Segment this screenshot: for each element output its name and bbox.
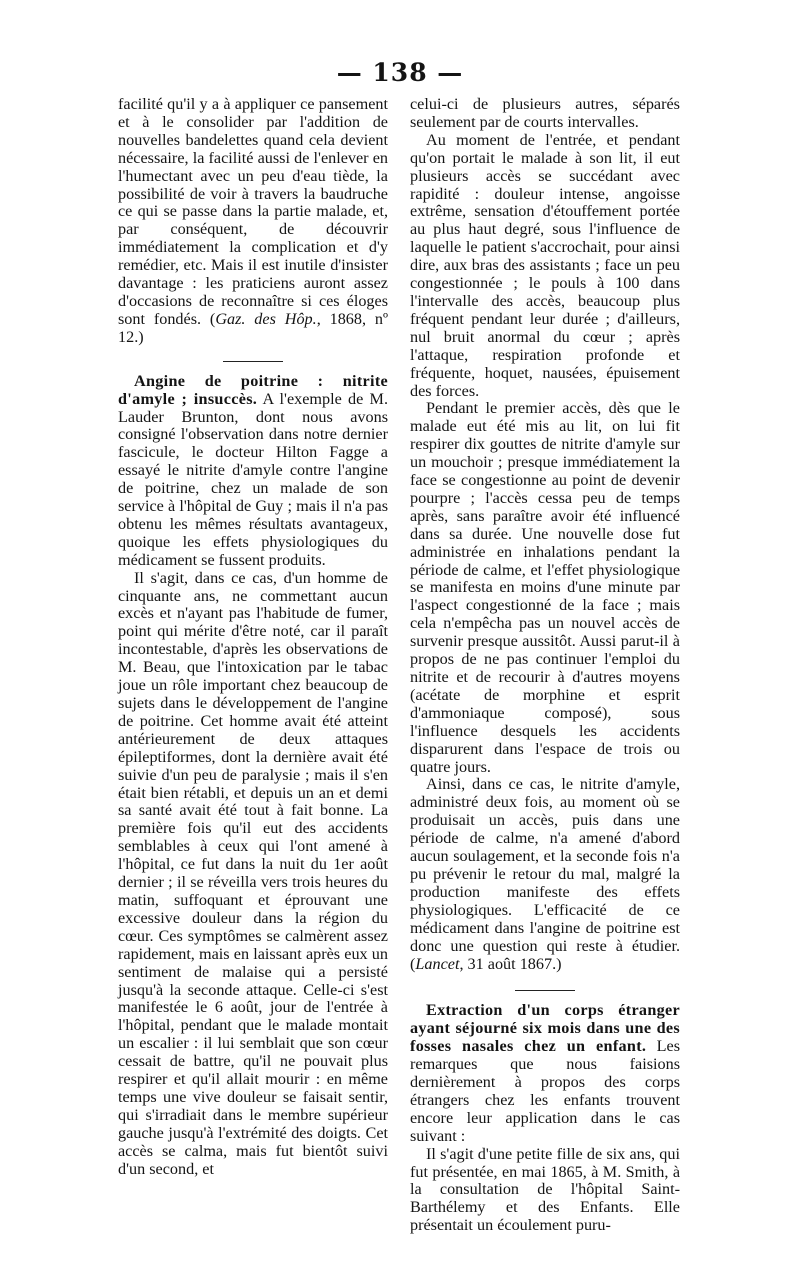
article-paragraph [410,776,680,973]
article-paragraph: Il s'agit, dans ce cas, d'un homme de cinquante ans, ne commettant aucun excès et n'ayant pas l'habitude de fumer, point qui mérite d'être noté, car il paraît incontestable, d'après les observations de M. Beau, que l'intoxication par le tabac joue un rôle important chez beaucoup de sujets dans le développement de l'angine de poitrine. Cet homme avait été atteint antérieurement de deux attaques épileptiformes, dont la dernière avait été suivie d'un peu de paralysie ; mais il s'en était bien rétabli, et depuis un an et demi sa santé avait été tout à fait bonne. La première fois qu'il eut des accidents semblables à ceux qui l'ont amené à l'hôpital, ce fut dans la nuit du 1er août dernier ; il se réveilla vers trois heures du matin, suffoquant et éprouvant une excessive douleur dans la région du cœur. Ces symptômes se calmèrent assez rapidement, mais en laissant après eux un sentiment de malaise qui a persisté jusqu'à la seconde attaque. Celle-ci s'est manifestée le 6 août, jour de l'entrée à l'hôpital, pendant que le malade montait un escalier : il lui semblait que son cœur cessait de battre, qu'il ne pouvait plus respirer et qu'il allait mourir : en même temps une vive douleur se faisait sentir, qui s'irradiait dans le membre supérieur gauche jusqu'à l'extrémité des doigts. Cet accès se calma, mais fut bientôt suivi d'un second, et [118,568,388,1178]
citation-tail: , 31 août 1867.) [459,954,562,973]
section-divider [515,990,575,991]
article-paragraph [410,1002,680,1145]
article-title: Extraction d'un corps étranger ayant séjourné six mois dans une des fosses nasales chez un enfant. [410,1001,680,1056]
section-divider [223,361,283,362]
paragraph-text: A l'exemple de M. Lauder Brunton, dont nous avons consigné l'observation dans notre dernier fascicule, le docteur Hilton Fagge a essayé le nitrite d'amyle contre l'angine de poitrine, chez un malade de son service à l'hôpital de Guy ; mais il n'a pas obtenu les mêmes résultats avantageux, quoique les effets physiologiques du médicament se fussent produits. [118,389,388,569]
continued-paragraph: celui-ci de plusieurs autres, séparés seulement par de courts intervalles. [410,95,680,131]
page-number-header: — 138 — [336,58,464,87]
paragraph-text: Ainsi, dans ce cas, le nitrite d'amyle, administré deux fois, au moment où se produisait un accès, puis dans une période de calme, n'a amené d'abord aucun soulagement, et la seconde fois n'a pu prévenir le retour du mal, malgré la production manifeste des effets physiologiques. L'efficacité de ce médicament dans l'angine de poitrine est donc une question qui reste à étudier. ( [410,775,680,973]
article-paragraph: Il s'agit d'une petite fille de six ans, qui fut présentée, en mai 1865, à M. Smith, à la consultation de l'hôpital Saint-Barthélemy et des Enfants. Elle présentait un écoulement puru- [410,1144,680,1235]
left-column [118,96,388,1178]
paragraph-text: Les remarques que nous faisions dernièrement à propos des corps étrangers chez les enfants trouvent encore leur application dans le cas suivant : [410,1037,681,1145]
source-citation: Gaz. des Hôp. [215,309,317,328]
source-citation: Lancet [415,954,460,973]
article-paragraph: Pendant le premier accès, dès que le malade eut été mis au lit, on lui fit respirer dix gouttes de nitrite d'amyle sur un mouchoir ; presque immédiatement la face se congestionne au point de devenir pourpre ; l'accès cessa peu de temps après, sans paraître avoir été influencé dans sa durée. Une nouvelle dose fut administrée en inhalations pendant la période de calme, et l'effet physiologique se manifesta en moins d'une minute par l'aspect congestionné de la face ; mais cela n'empêcha pas un nouvel accès de survenir presque aussitôt. Aussi parut-il à propos de ne pas continuer l'emploi du nitrite et de recourir à d'autres moyens (acétate de morphine et esprit d'ammoniaque composé), sous l'influence desquels les accidents disparurent dans l'espace de trois ou quatre jours. [410,399,680,776]
citation-tail: , 1868, nº 12.) [118,309,388,346]
article-paragraph [118,373,388,570]
article-title: Angine de poitrine : nitrite d'amyle ; insuccès. [118,371,388,408]
article-paragraph: Au moment de l'entrée, et pendant qu'on portait le malade à son lit, il eut plusieurs accès se succédant avec rapidité : douleur intense, angoisse extrême, sensation d'étouffement portée au plus haut degré, sous l'influence de laquelle le patient s'accrochait, pour ainsi dire, aux bras des assistants ; face un peu congestionnée ; le pouls à 100 dans l'intervalle des accès, beaucoup plus fréquent pendant leur durée ; d'ailleurs, nul bruit anormal du cœur ; après l'attaque, respiration profonde et fréquente, hoquet, nausées, épuisement des forces. [410,130,680,400]
paragraph-text: facilité qu'il y a à appliquer ce pansement et à le consolider par l'addition de nouvelles bandelettes quand cela devient nécessaire, la facilité aussi de l'enlever en l'humectant avec un peu d'eau tiède, la possibilité de voir à travers la baudruche ce qui se passe dans la partie malade, et, par conséquent, de découvrir immédiatement la complication et d'y remédier, etc. Mais il est inutile d'insister davantage : les praticiens auront assez d'occasions de reconnaître si ces éloges sont fondés. ( [118,95,388,328]
continued-paragraph [118,96,388,347]
right-column [410,96,680,1235]
